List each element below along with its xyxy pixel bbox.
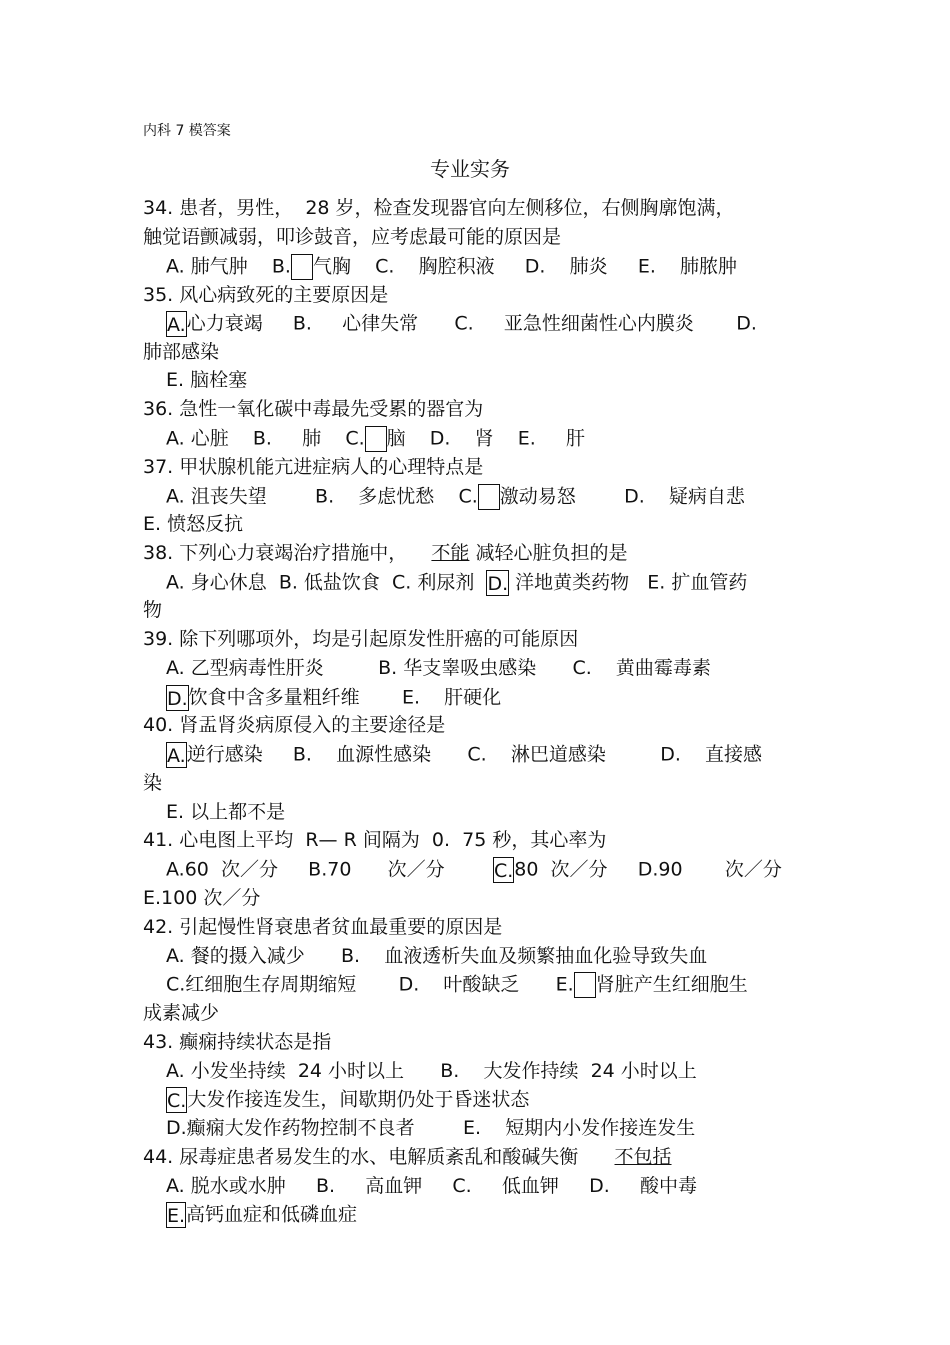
question-36: 36. 急性一氧化碳中毒最先受累的器官为	[143, 398, 484, 420]
question-40-cont: 染	[143, 772, 163, 794]
question-41: 41. 心电图上平均 R— R 间隔为 0. 75 秒，其心率为	[143, 829, 607, 851]
question-42-options: A. 餐的摄入减少 B. 血液透析失血及频繁抽血化验导致失血	[166, 945, 708, 967]
question-38-options: A. 身心休息 B. 低盐饮食 C. 利尿剂 D. 洋地黄类药物 E. 扩血管药	[166, 571, 748, 595]
question-35: 35. 风心病致死的主要原因是	[143, 284, 389, 306]
answer-box[interactable]: E.	[166, 1202, 186, 1228]
question-41-cont: E.100 次／分	[143, 887, 261, 909]
section-title: 专业实务	[430, 157, 510, 181]
answer-box[interactable]	[478, 484, 500, 510]
question-40: 40. 肾盂肾炎病原侵入的主要途径是	[143, 714, 446, 736]
question-34-options: A. 肺气肿 B. 气胸 C. 胸腔积液 D. 肺炎 E. 肺脓肿	[166, 254, 737, 280]
question-43-options: A. 小发坐持续 24 小时以上 B. 大发作持续 24 小时以上	[166, 1060, 697, 1082]
question-42-options-2: C.红细胞生存周期缩短 D. 叶酸缺乏 E. 肾脏产生红细胞生	[166, 972, 748, 998]
question-36-options: A. 心脏 B. 肺 C. 脑 D. 肾 E. 肝	[166, 426, 585, 452]
question-43: 43. 癫痫持续状态是指	[143, 1031, 332, 1053]
question-44: 44. 尿毒症患者易发生的水、电解质紊乱和酸碱失衡 不包括	[143, 1146, 672, 1168]
answer-box[interactable]: C.	[493, 857, 514, 883]
answer-box[interactable]: A.	[166, 742, 187, 768]
question-34: 34. 患者，男性， 28 岁，检查发现器官向左侧移位，右侧胸廓饱满，	[143, 197, 735, 219]
answer-box[interactable]: D.	[486, 570, 509, 596]
answer-box[interactable]: A.	[166, 311, 187, 337]
question-35-option-e: E. 脑栓塞	[166, 369, 248, 391]
question-35-cont: 肺部感染	[143, 341, 220, 363]
answer-box[interactable]	[365, 426, 387, 452]
question-37-options: A. 沮丧失望 B. 多虑忧愁 C. 激动易怒 D. 疑病自悲	[166, 484, 745, 510]
question-43-options-2: C.大发作接连发生，间歇期仍处于昏迷状态	[167, 1088, 530, 1112]
question-42: 42. 引起慢性肾衰患者贫血最重要的原因是	[143, 916, 503, 938]
question-44-options-2: E.高钙血症和低磷血症	[167, 1203, 358, 1227]
question-44-options: A. 脱水或水肿 B. 高血钾 C. 低血钾 D. 酸中毒	[166, 1175, 697, 1197]
question-39-options: A. 乙型病毒性肝炎 B. 华支睾吸虫感染 C. 黄曲霉毒素	[166, 657, 711, 679]
question-38-cont: 物	[143, 599, 163, 621]
answer-box[interactable]: D.	[166, 685, 189, 711]
answer-box[interactable]: C.	[166, 1087, 187, 1113]
question-38: 38. 下列心力衰竭治疗措施中， 不能 减轻心脏负担的是	[143, 542, 628, 564]
answer-box[interactable]	[291, 254, 313, 280]
question-41-options: A.60 次／分 B.70 次／分 C.80 次／分 D.90 次／分	[166, 858, 782, 882]
question-42-cont: 成素减少	[143, 1002, 220, 1024]
question-37-cont: E. 愤怒反抗	[143, 513, 244, 535]
question-34-cont: 触觉语颤减弱，叩诊鼓音，应考虑最可能的原因是	[143, 226, 562, 248]
question-35-options: A.心力衰竭 B. 心律失常 C. 亚急性细菌性心内膜炎 D.	[167, 312, 757, 336]
question-40-options: A.逆行感染 B. 血源性感染 C. 淋巴道感染 D. 直接感	[167, 743, 763, 767]
question-40-option-e: E. 以上都不是	[166, 801, 286, 823]
question-39-options-2: D.饮食中含多量粗纤维 E. 肝硬化	[167, 686, 502, 710]
question-37: 37. 甲状腺机能亢进症病人的心理特点是	[143, 456, 484, 478]
question-43-options-3: D.癫痫大发作药物控制不良者 E. 短期内小发作接连发生	[166, 1117, 696, 1139]
answer-box[interactable]	[574, 972, 596, 998]
question-39: 39. 除下列哪项外，均是引起原发性肝癌的可能原因	[143, 628, 579, 650]
page-header: 内科 7 模答案	[143, 123, 231, 139]
